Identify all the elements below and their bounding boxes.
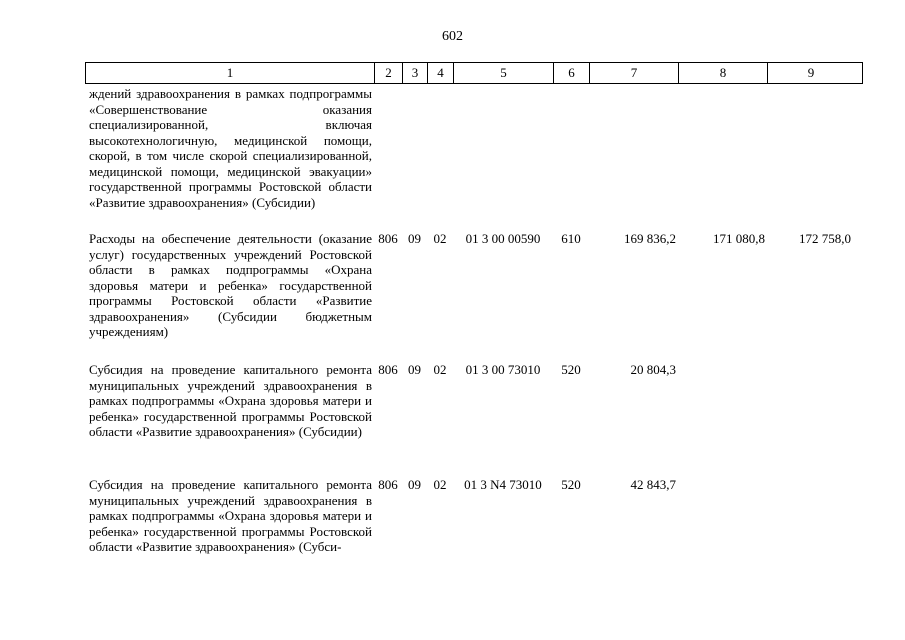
row-target-article: 01 3 00 73010 — [465, 362, 541, 377]
row-amount-3 — [767, 477, 853, 555]
row-subsection — [427, 86, 453, 210]
row-amount-2: 171 080,8 — [713, 231, 765, 246]
row-amount-2 — [678, 362, 767, 440]
row-description: Расходы на обеспечение деятельности (оказание услуг) государственных учреждений Ростовской области в рамках подпрограммы «Охрана здоровья матери и ребенка» государственной программы Ростовской области «Развитие здравоохранения» (Субсидии бюджетным учреждениям) — [89, 231, 372, 339]
row-section: 09 — [408, 477, 421, 492]
row-section: 09 — [408, 231, 421, 246]
table-row — [85, 86, 863, 210]
column-header-8: 8 — [679, 63, 768, 83]
row-amount-1 — [589, 86, 678, 210]
row-subsection: 02 — [433, 362, 447, 377]
row-amount-1: 20 804,3 — [630, 362, 676, 377]
table-header — [85, 62, 863, 84]
row-grbs: 806 — [378, 477, 398, 492]
row-expense-type: 520 — [561, 477, 581, 492]
column-header-7: 7 — [590, 63, 679, 83]
column-header-5: 5 — [454, 63, 554, 83]
page-number: 602 — [442, 29, 463, 44]
column-header-1: 1 — [86, 63, 375, 83]
column-header-6: 6 — [554, 63, 590, 83]
row-subsection: 02 — [433, 477, 447, 492]
row-grbs: 806 — [378, 231, 398, 246]
row-expense-type: 610 — [561, 231, 581, 246]
row-description: Субсидия на проведение капитального ремонта муниципальных учреждений здравоохранения в рамках подпрограммы «Охрана здоровья матери и ребенка» государственной программы Ростовской области «Развитие здравоохранения» (Субси- — [89, 477, 372, 554]
table-row — [85, 362, 863, 440]
row-amount-3: 172 758,0 — [799, 231, 851, 246]
row-expense-type: 520 — [561, 362, 581, 377]
row-expense-type — [553, 86, 589, 210]
column-header-2: 2 — [375, 63, 403, 83]
row-subsection: 02 — [433, 231, 447, 246]
row-section: 09 — [408, 362, 421, 377]
row-target-article: 01 3 N4 73010 — [464, 477, 542, 492]
row-description: Субсидия на проведение капитального ремонта муниципальных учреждений здравоохранения в рамках подпрограммы «Охрана здоровья матери и ребенка» государственной программы Ростовской области «Развитие здравоохранения» (Субсидии) — [89, 362, 372, 439]
table-row — [85, 477, 863, 555]
row-amount-3 — [767, 86, 853, 210]
column-header-3: 3 — [403, 63, 428, 83]
row-amount-1: 42 843,7 — [630, 477, 676, 492]
column-header-4: 4 — [428, 63, 454, 83]
column-header-9: 9 — [807, 65, 815, 80]
row-grbs: 806 — [378, 362, 398, 377]
row-amount-3 — [767, 362, 853, 440]
row-grbs — [374, 86, 402, 210]
row-section — [402, 86, 427, 210]
row-amount-2 — [678, 86, 767, 210]
row-description: ждений здравоохранения в рамках подпрограммы «Совершенствование оказания специализированной, включая высокотехнологичную, медицинской помощи, скорой, в том числе скорой специализированной, медицинской помощи, медицинской эвакуации» государственной программы Ростовской области «Развитие здравоохранения» (Субсидии) — [89, 86, 372, 210]
table-row — [85, 231, 863, 340]
row-amount-1: 169 836,2 — [624, 231, 676, 246]
row-target-article: 01 3 00 00590 — [465, 231, 541, 246]
row-target-article — [453, 86, 553, 210]
row-amount-2 — [678, 477, 767, 555]
